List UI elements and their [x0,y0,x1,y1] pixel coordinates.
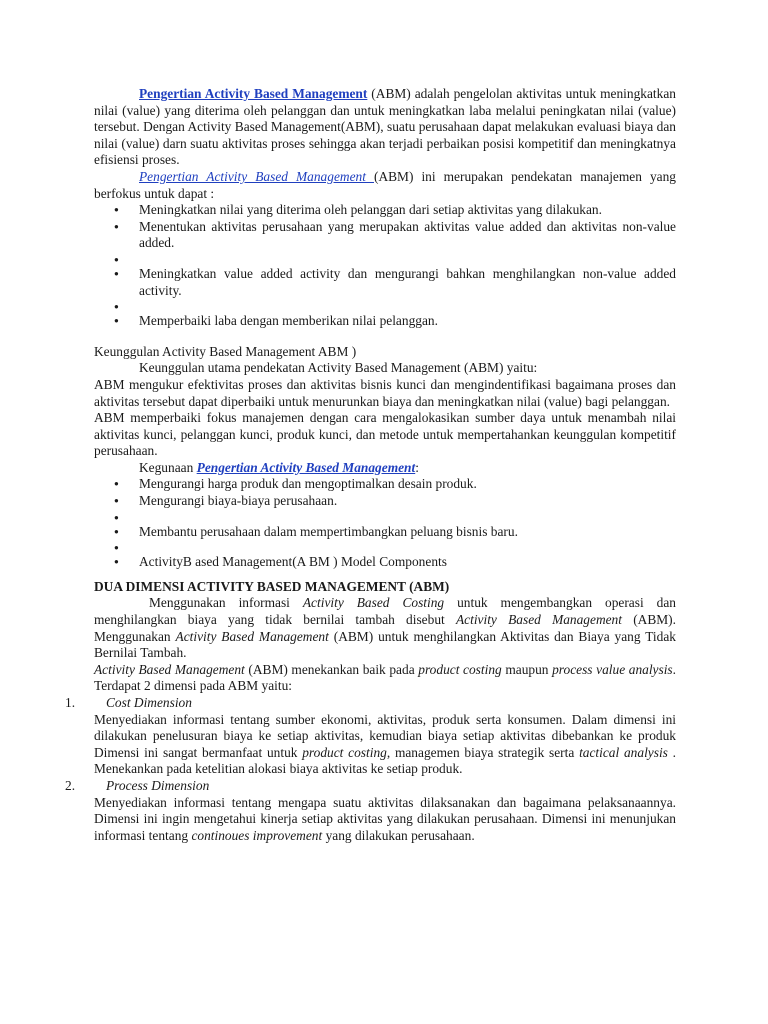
intro-paragraph-2: Pengertian Activity Based Management (ABM) ini merupakan pendekatan manajemen yang berfokus untuk dapat : [94,168,676,201]
abm-link-3[interactable]: Pengertian Activity Based Management [196,459,416,475]
intro-paragraph: Pengertian Activity Based Management (ABM) adalah pengelolan aktivitas untuk meningkatkan nilai (value) yang diterima oleh pelanggan dan untuk meningkatkan laba melalui peningkatan nilai (value) tersebut. Dengan Activity Based Management(ABM), suatu perusahaan dapat melakukan evaluasi biaya dan nilai (value) darn suatu aktivitas proses sehingga akan terjadi perbaikan posisi kompetitif dan meningkatnya efisiensi proses. [94,86,676,168]
numbered-item-process [65,777,676,795]
spacer [94,252,676,266]
advantages-paragraph-1: ABM mengukur efektivitas proses dan aktivitas bisnis kunci dan mengindentifikasi bagaimana proses dan aktivitas tersebut dapat diperbaiki untuk menurunkan biaya dan meningkatkan nilai (value) bagi pelanggan. [94,376,676,409]
list-item: ● Mengurangi harga produk dan mengoptimalkan desain produk. [94,476,676,493]
advantages-title: Keunggulan Activity Based Management ABM ) [94,343,357,359]
item-number: 2. [65,777,76,793]
list-item: ● Membantu perusahaan dalam mempertimbangkan peluang bisnis baru. [94,524,676,541]
advantages-paragraph-2: ABM memperbaiki fokus manajemen dengan cara mengalokasikan sumber daya untuk menambah nilai aktivitas kunci, pelanggan kunci, produk kunci, dan metode untuk mempertahankan keunggulan kompetitif perusahaan. [94,410,676,459]
item-title: Cost Dimension [106,695,192,710]
list-item: ● Memperbaiki laba dengan memberikan nilai pelanggan. [94,313,676,330]
uses-list [94,476,676,570]
section-heading: DUA DIMENSI ACTIVITY BASED MANAGEMENT (ABM) [94,578,450,594]
numbered-item-cost [65,695,676,712]
abm-link-2[interactable]: Pengertian Activity Based Management [139,168,374,184]
dimensions-paragraph-1: Menggunakan informasi Activity Based Costing untuk mengembangkan operasi dan menghilangkan biaya yang tidak bernilai tambah disebut Activity Based Management (ABM). Menggunakan Activity Based Management (ABM) untuk menghilangkan Aktivitas dan Biaya yang Tidak Bernilai Tambah. [94,595,676,661]
advantages-lead: Keunggulan utama pendekatan Activity Based Management (ABM) yaitu: [139,360,538,376]
abm-link-1[interactable]: Pengertian Activity Based Management [139,86,368,101]
focus-list [94,202,676,330]
list-item: ● Meningkatkan nilai yang diterima oleh pelanggan dari setiap aktivitas yang dilakukan. [94,202,676,219]
item-number: 1. [65,695,76,710]
spacer [94,330,676,344]
spacer [94,510,676,524]
list-item: ● Menentukan aktivitas perusahaan yang merupakan aktivitas value added dan aktivitas non-value added. [94,219,676,252]
spacer [94,299,676,313]
list-item: ● Meningkatkan value added activity dan mengurangi bahkan menghilangkan non-value added activity. [94,266,676,299]
process-dimension-text: Menyediakan informasi tentang mengapa suatu aktivitas dilaksanakan dan bagaimana pelaksanaannya. Dimensi ini ingin mengetahui kinerja setiap aktivitas yang dilakukan perusahaan. Dimensi ini menunjukan informasi tentang continoues improvement yang dilakukan perusahaan. [94,794,676,843]
uses-lead: Kegunaan Pengertian Activity Based Management: [139,459,419,475]
item-title: Process Dimension [106,777,210,793]
list-item: ● ActivityB ased Management(A BM ) Model Components [94,554,676,571]
spacer [94,540,676,554]
list-item: ● Mengurangi biaya-biaya perusahaan. [94,493,676,510]
cost-dimension-text: Menyediakan informasi tentang sumber ekonomi, aktivitas, produk serta konsumen. Dalam dimensi ini dilakukan penelusuran biaya ke setiap aktivitas, kemudian biaya setiap aktivitas dibebankan ke produk Dimensi ini sangat bermanfaat untuk product costing, managemen biaya strategik serta tactical analysis . Menekankan pada ketelitian alokasi biaya aktivitas ke setiap produk. [94,711,676,777]
document-page [65,86,676,844]
dimensions-paragraph-2: Activity Based Management (ABM) menekankan baik pada product costing maupun process value analysis. Terdapat 2 dimensi pada ABM yaitu: [94,661,676,694]
